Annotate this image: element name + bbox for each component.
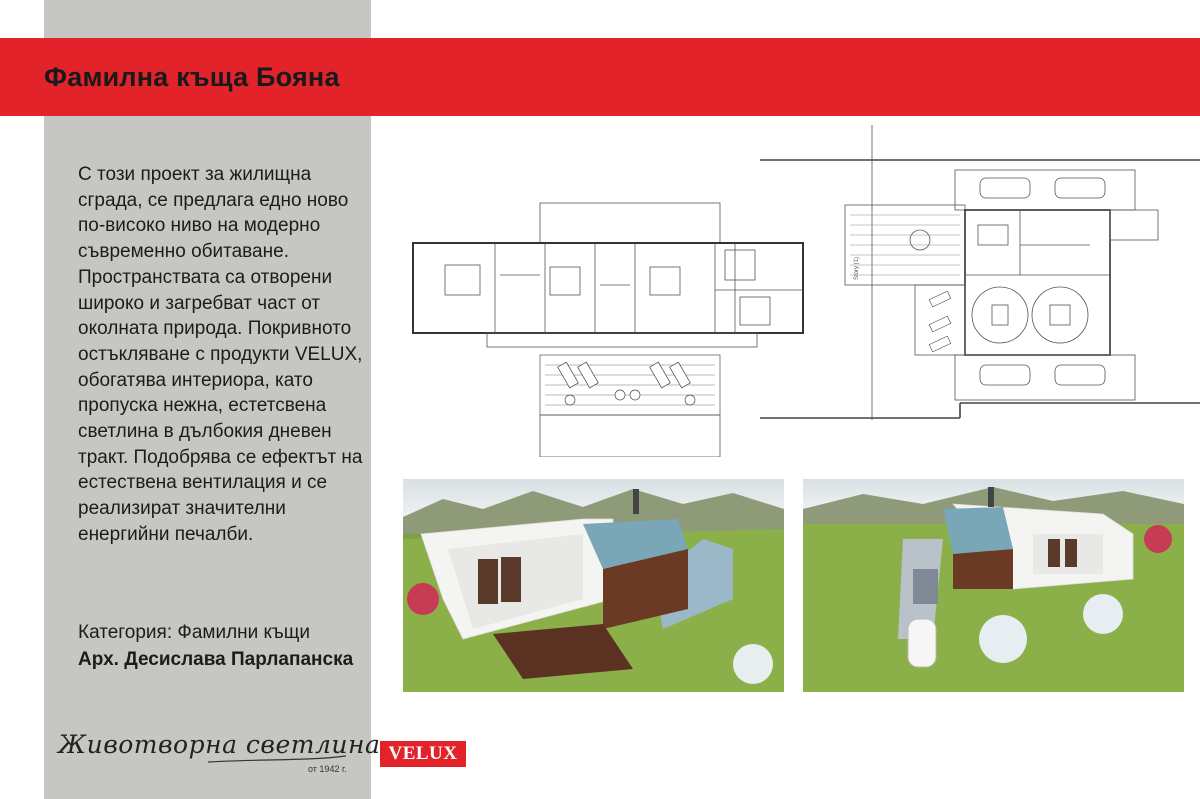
slogan-underline bbox=[58, 728, 358, 784]
house-render-front bbox=[403, 479, 784, 692]
project-description: С този проект за жилищна сграда, се предлага едно ново по-високо ниво на модерно съвременно обитаване. Пространствата са отворени широко и загребват част от околната природа. Покривното остъкляване с продукти VELUX, обогатява интериора, като пропуска нежна, естетсвена светлина в дълбокия дневен тракт. Подобрява се ефектът на естествена вентилация и се реализират значителни енергийни печалби. bbox=[78, 164, 363, 545]
slogan-logo bbox=[58, 728, 381, 784]
plan-story-label: Story (1) bbox=[854, 256, 860, 280]
slogan-text: Животворна светлина bbox=[58, 730, 381, 759]
house-render-aerial bbox=[803, 479, 1184, 692]
velux-logo: VELUX bbox=[380, 741, 466, 767]
floor-plan-ground bbox=[405, 195, 805, 457]
floor-plan-upper bbox=[760, 125, 1200, 420]
project-architect: Арх. Десислава Парлапанска bbox=[78, 649, 354, 670]
slogan-year: от 1942 г. bbox=[308, 764, 347, 774]
page-title: Фамилна къща Бояна bbox=[44, 62, 340, 92]
project-category: Категория: Фамилни къщи bbox=[78, 622, 310, 643]
